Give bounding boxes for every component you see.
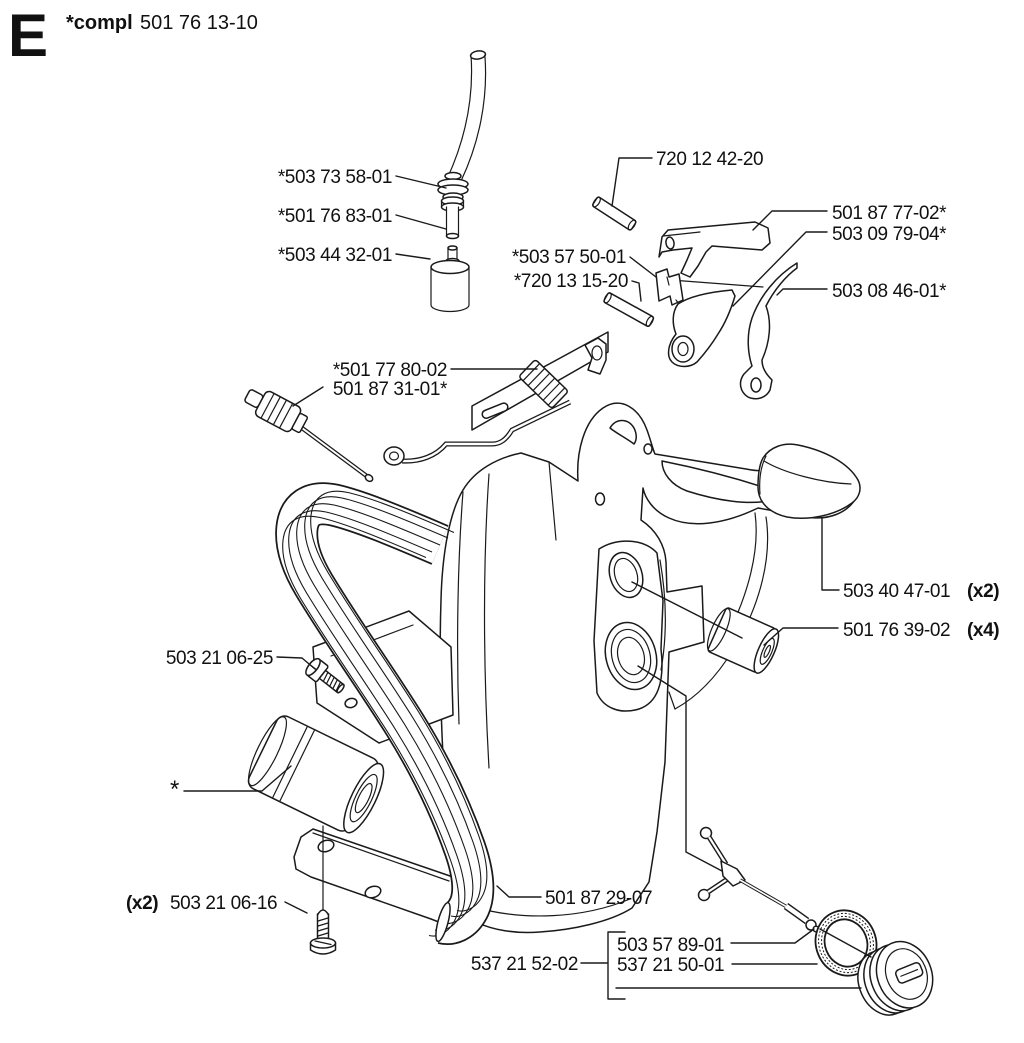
label-cap-gasket: 537 21 50-01	[617, 955, 725, 976]
compl-label: *compl	[66, 12, 133, 34]
front-boss	[594, 541, 665, 711]
label-pin-lower: *720 13 15-20	[513, 271, 628, 292]
fuel-pipe-part	[442, 197, 464, 239]
pin-lower-part	[603, 292, 655, 327]
label-screw-bottom: 503 21 06-16	[170, 893, 278, 914]
label-handle-grip-qty: (x2)	[967, 581, 1000, 602]
label-cap-assembly: 537 21 52-02	[470, 954, 578, 975]
label-throttle-lockout: 501 87 77-02*	[832, 203, 947, 224]
label-throttle-rod: *501 77 80-02	[332, 360, 447, 381]
label-handle-grip: 503 40 47-01	[843, 581, 951, 602]
compl-number: 501 76 13-10	[140, 12, 258, 34]
label-throttle-trigger: 503 09 79-04*	[832, 224, 947, 245]
damper-part	[703, 605, 784, 676]
cap-retainer-part	[699, 828, 819, 932]
label-loop-handle: 501 87 29-07	[545, 888, 653, 909]
label-damper-qty: (x4)	[967, 620, 1000, 641]
label-clip: *503 57 50-01	[511, 247, 626, 268]
label-fuel-hose: *501 76 83-01	[277, 206, 392, 227]
label-screw-bottom-qty: (x2)	[126, 893, 159, 914]
label-grommet: *503 73 58-01	[277, 167, 392, 188]
label-damper: 501 76 39-02	[843, 620, 951, 641]
label-pin-top: 720 12 42-20	[656, 149, 764, 170]
label-cap-retainer: 503 57 89-01	[617, 935, 725, 956]
choke-lever-part	[741, 263, 797, 399]
fuel-filter-part	[431, 246, 469, 312]
section-letter: E	[8, 2, 49, 69]
label-asterisk: *	[170, 776, 179, 803]
label-choke-lever: 503 08 46-01*	[832, 281, 947, 302]
label-screw-front: 503 21 06-25	[165, 648, 273, 669]
label-fuel-filter: *503 44 32-01	[277, 245, 392, 266]
handle-grip-part	[758, 444, 860, 518]
label-choke-rod: 501 87 31-01*	[332, 379, 447, 400]
fuel-hose-part	[447, 50, 486, 181]
pin-top-part	[592, 196, 638, 231]
